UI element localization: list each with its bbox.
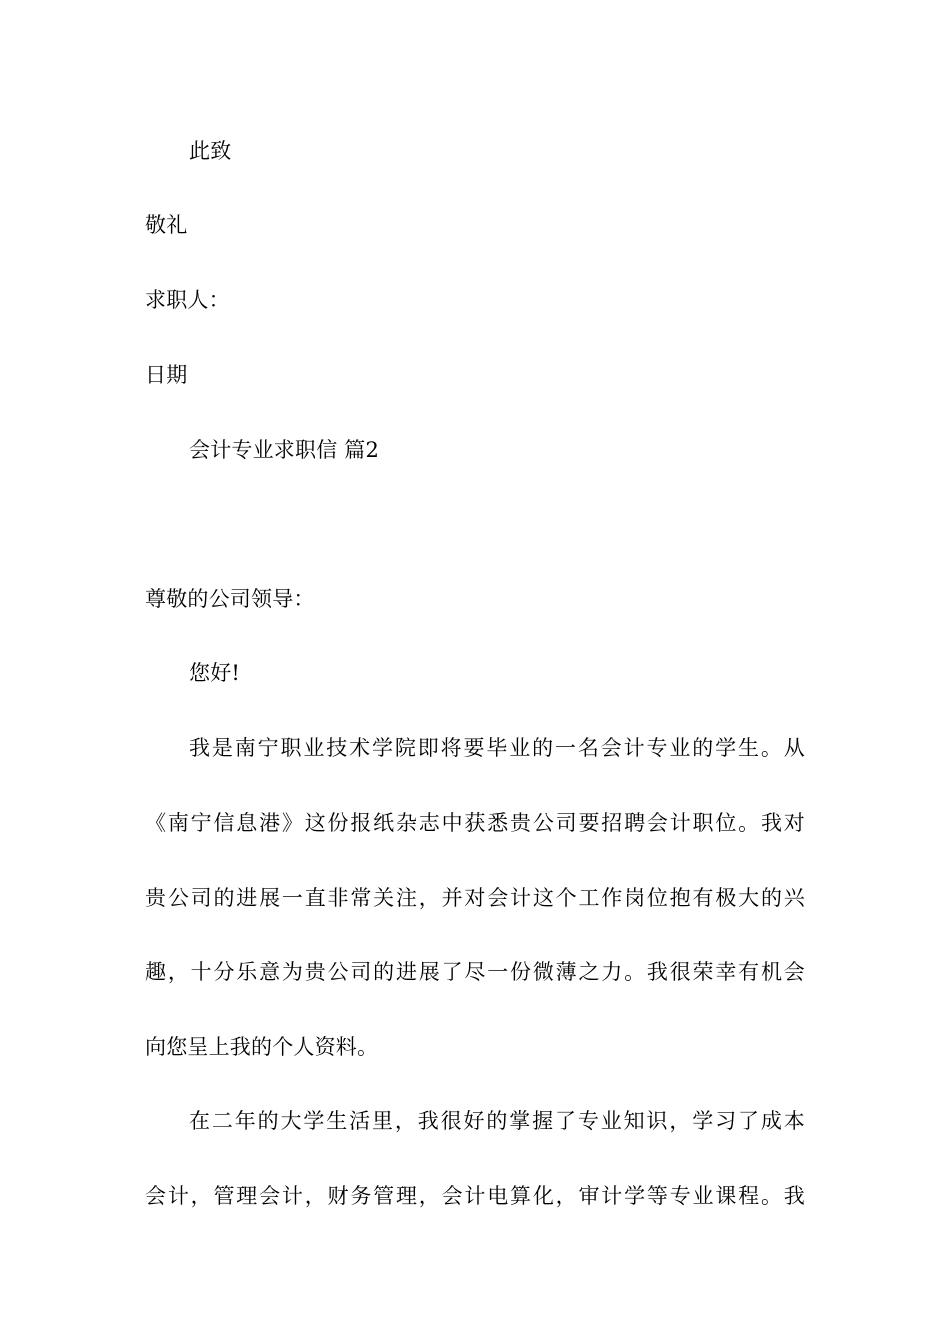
applicant-label: 求职人：: [145, 288, 230, 312]
closing-regards: 敬礼: [145, 213, 188, 237]
paragraph-line: 我是南宁职业技术学院即将要毕业的一名会计专业的学生。从: [189, 736, 805, 760]
paragraph-line: 向您呈上我的个人资料。: [145, 1035, 379, 1059]
paragraph-line: 趣，十分乐意为贵公司的进展了尽一份微薄之力。我很荣幸有机会: [145, 960, 805, 984]
paragraph-line: 在二年的大学生活里，我很好的掌握了专业知识，学习了成本: [189, 1109, 805, 1133]
paragraph-line: 会计，管理会计，财务管理，会计电算化，审计学等专业课程。我: [145, 1184, 805, 1208]
greeting-hello: 您好!: [189, 661, 241, 685]
greeting-recipient: 尊敬的公司领导：: [145, 587, 315, 611]
section-heading: 会计专业求职信 篇2: [189, 438, 380, 462]
paragraph-line: 《南宁信息港》这份报纸杂志中获悉贵公司要招聘会计职位。我对: [145, 811, 805, 835]
paragraph-line: 贵公司的进展一直非常关注，并对会计这个工作岗位抱有极大的兴: [145, 886, 805, 910]
date-label: 日期: [145, 363, 188, 387]
closing-salutation: 此致: [189, 139, 232, 163]
